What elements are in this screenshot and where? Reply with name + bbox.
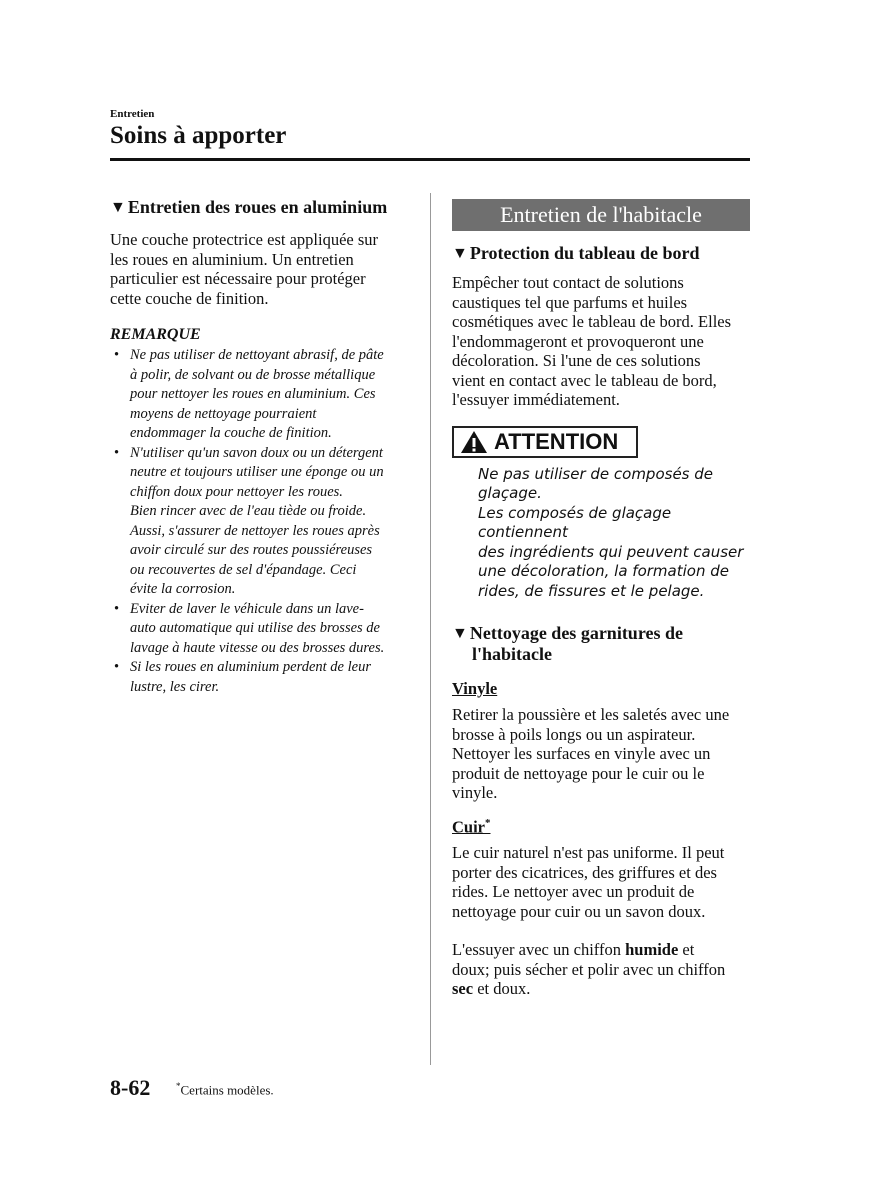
list-item: • Si les roues en aluminium perdent de leur lustre, les cirer.: [114, 659, 371, 695]
list-item: • Ne pas utiliser de nettoyant abrasif, de pâte à polir, de solvant ou de brosse métallique pour nettoyer les roues en aluminium. Ces moyens de nettoyage pourraient endommager la couche de finition.: [114, 347, 384, 441]
warning-icon: [460, 430, 488, 454]
vinyl-text: Retirer la poussière et les saletés avec une brosse à poils longs ou un aspirateur. Nettoyer les surfaces en vinyle avec un produit de nettoyage pour le cuir ou le vinyle.: [452, 705, 730, 802]
footnote-mark: *: [485, 816, 491, 829]
section-label: Entretien: [110, 108, 155, 120]
bullet-icon: •: [114, 444, 120, 461]
vinyl-heading: Vinyle: [452, 679, 498, 698]
bullet-icon: •: [114, 600, 120, 617]
attention-box: [452, 426, 638, 458]
triangle-down-icon: ▼: [452, 625, 468, 642]
page-number: 8-62: [110, 1075, 151, 1100]
footnote: *Certains modèles.: [176, 1081, 274, 1098]
remark-title: REMARQUE: [110, 326, 201, 343]
leather-text: Le cuir naturel n'est pas uniforme. Il peut porter des cicatrices, des griffures et des rides. Le nettoyer avec un produit de nettoyage pour cuir ou un savon doux.: [452, 843, 725, 921]
trim-heading: ▼ Nettoyage des garnitures de l'habitacle: [452, 623, 683, 664]
list-item: • N'utiliser qu'un savon doux ou un détergent neutre et toujours utiliser une éponge ou un chiffon doux pour nettoyer les roues. Bien rincer avec de l'eau tiède ou froide. Aussi, s'assurer de nettoyer les roues après avoir circulé sur des routes poussiéreuses ou recouvertes de sel d'épandage. Ceci évite la corrosion.: [114, 444, 384, 597]
attention-label: ATTENTION: [494, 428, 619, 454]
triangle-down-icon: ▼: [452, 245, 468, 262]
leather-heading: Cuir*: [452, 816, 491, 836]
dashboard-heading: ▼ Protection du tableau de bord: [452, 243, 700, 263]
list-item: • Eviter de laver le véhicule dans un lave- auto automatique qui utilise des brosses de lavage à haute vitesse ou des brosses dures.: [114, 600, 385, 656]
right-column: [452, 199, 752, 999]
header-rule: [110, 158, 750, 161]
left-column: [110, 197, 410, 697]
page-title: Soins à apporter: [110, 122, 287, 149]
aluminium-intro: Une couche protectrice est appliquée sur les roues en aluminium. Un entretien particulier est nécessaire pour protéger cette couche de finition.: [110, 230, 379, 308]
attention-text: Ne pas utiliser de composés de glaçage. Les composés de glaçage contiennent des ingrédients qui peuvent causer une décoloration, la formation de rides, de fissures et le pelage.: [478, 464, 744, 600]
bullet-icon: •: [114, 659, 120, 675]
dashboard-text: Empêcher tout contact de solutions caustiques tel que parfums et huiles cosmétiques avec le tableau de bord. Elles l'endommageront et provoqueront une décoloration. Si l'une de ces solutions vient en contact avec le tableau de bord, l'essuyer immédiatement.: [452, 273, 732, 409]
column-divider: [430, 193, 431, 1065]
section-banner: Entretien de l'habitacle: [452, 199, 750, 231]
wipe-instructions: L'essuyer avec un chiffon humide et doux; puis sécher et polir avec un chiffon sec et doux.: [452, 940, 726, 998]
triangle-down-icon: ▼: [110, 199, 126, 216]
aluminium-wheels-heading: ▼ Entretien des roues en aluminium: [110, 197, 388, 217]
bullet-icon: •: [114, 347, 120, 363]
remark-list: [110, 346, 410, 697]
